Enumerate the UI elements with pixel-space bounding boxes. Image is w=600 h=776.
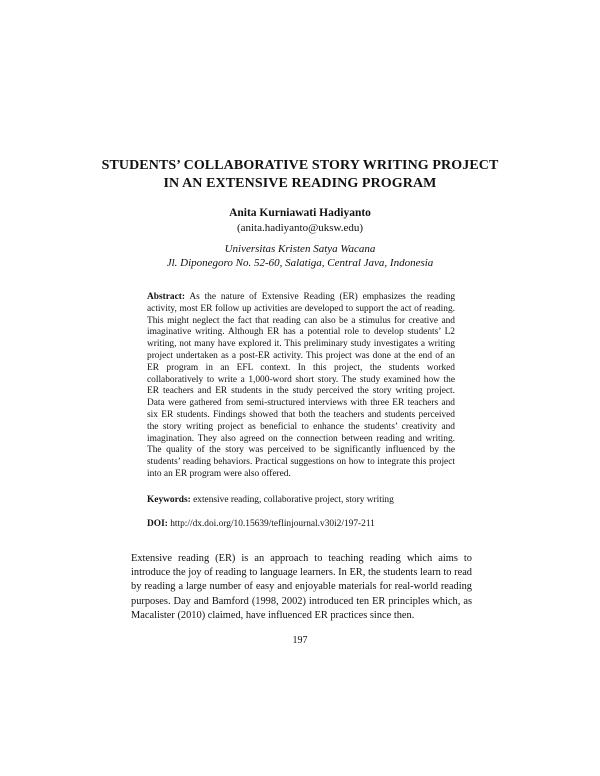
author-email: (anita.hadiyanto@uksw.edu) [236,222,364,234]
affiliation-institution: Universitas Kristen Satya Wacana [224,243,376,255]
body-paragraph: Extensive reading (ER) is an approach to teaching reading which aims to introduce the joy of reading to language learners. In ER, the students learn to read by reading a large number of easy and enjoyable materials for real-world reading purposes. Day and Bamford (1998, 2002) introduced ten ER principles which, as Macalister (2010) claimed, have influenced ER practices since then. [131,553,472,621]
keywords [147,494,455,506]
abstract [147,292,455,481]
abstract-label: Abstract: [147,292,186,302]
paper-title: STUDENTS’ COLLABORATIVE STORY WRITING PROJECT IN AN EXTENSIVE READING PROGRAM [101,158,499,191]
abstract-text: As the nature of Extensive Reading (ER) emphasizes the reading activity, most ER follow up activities are developed to support the act of reading. This might neglect the fact that reading can also be a stimulus for creative and imaginative writing. Although ER has a potential role to develop students’ L2 writing, not many have explored it. This preliminary study investigates a writing project undertaken as a post-ER activity. This project was done at the end of an ER program in an EFL context. In this project, the students worked collaboratively to write a 1,000-word short story. The study examined how the ER teachers and ER students in the study perceived the story writing project. Data were gathered from semi-structured interviews with three ER teachers and six ER students. Findings showed that both the teachers and students perceived the story writing project as beneficial to enhance the students’ creativity and imagination. They also agreed on the connection between reading and writing. The quality of the story was perceived to be significantly influenced by the students’ reading behaviors. Practical suggestions on how to integrate this project into an ER program were also offered. [147,292,456,479]
affiliation-address: Jl. Diponegoro No. 52-60, Salatiga, Central Java, Indonesia [166,257,434,269]
doi-link[interactable]: http://dx.doi.org/10.15639/teflinjournal.v30i2/197-211 [170,519,375,529]
keywords-text: extensive reading, collaborative project, story writing [193,495,394,505]
keywords-label: Keywords: [147,495,191,505]
author-name: Anita Kurniawati Hadiyanto [229,207,371,219]
doi [147,518,467,530]
page-number: 197 [292,635,308,646]
doi-label: DOI: [147,519,168,529]
